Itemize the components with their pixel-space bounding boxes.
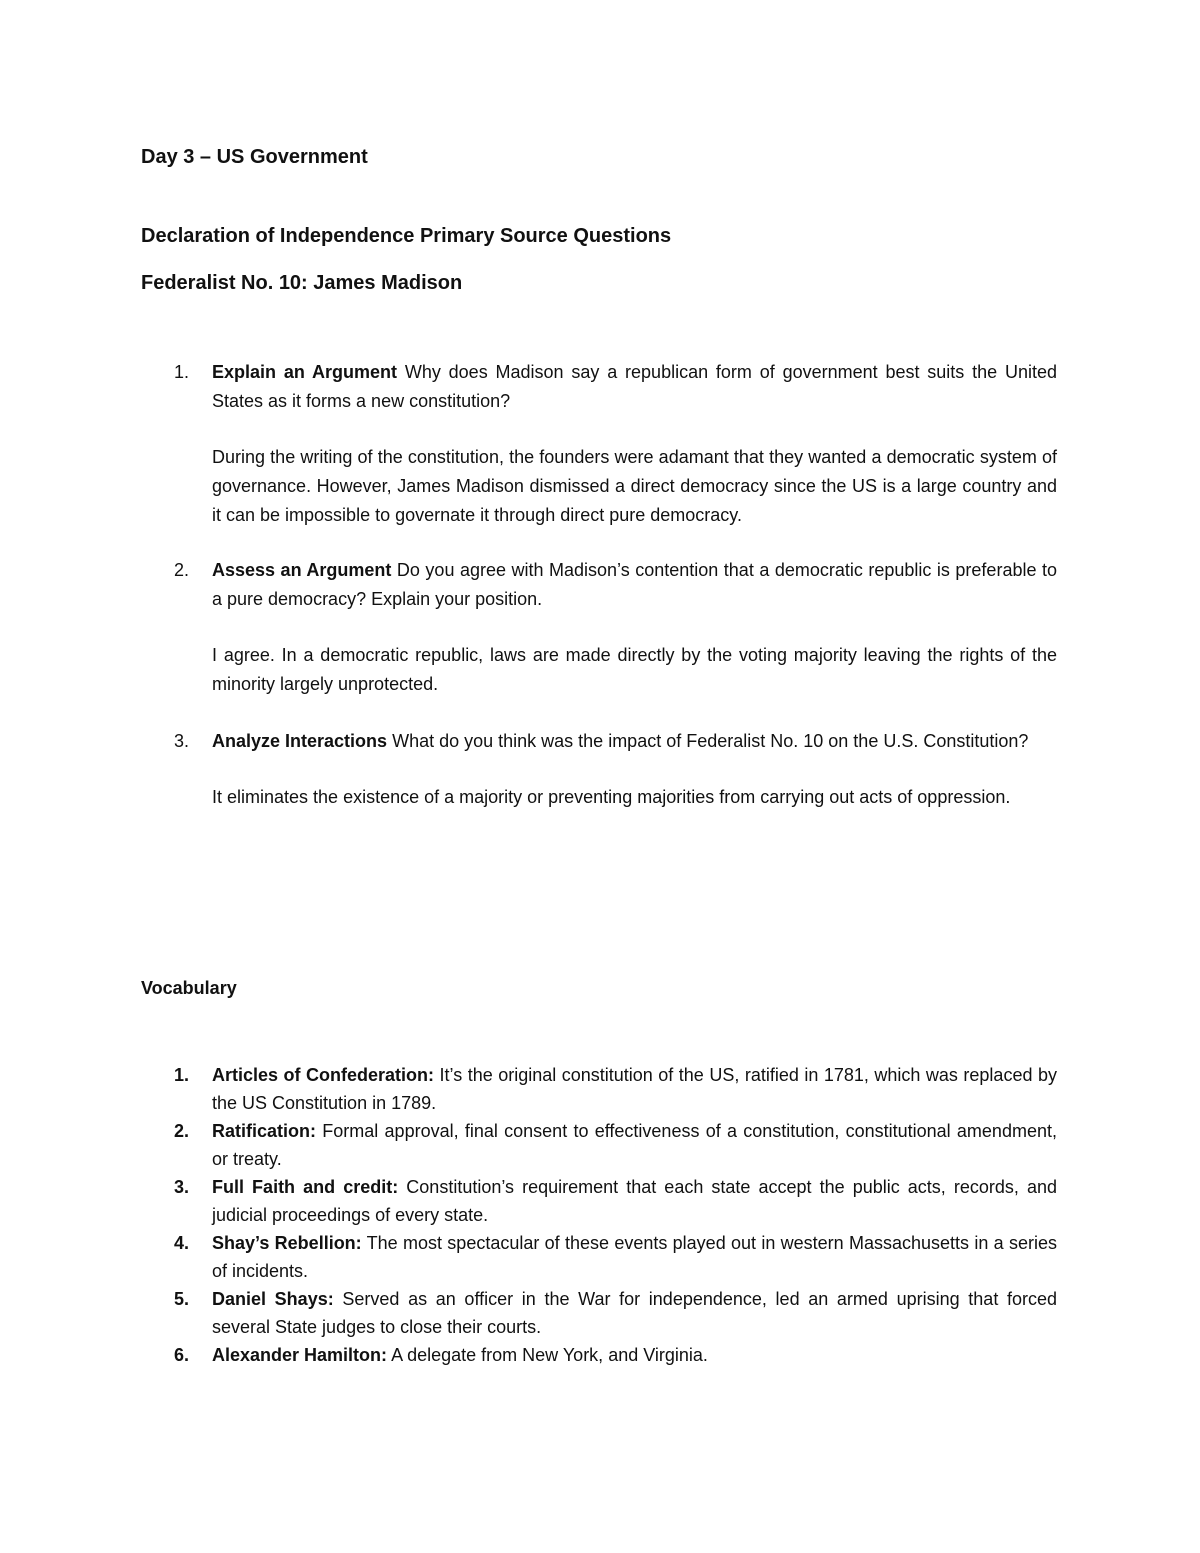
question-label: Assess an Argument — [212, 560, 392, 580]
vocabulary-definition: Constitution’s requirement that each state accept the public acts, records, and judicial proceedings of every state. — [212, 1177, 1057, 1225]
vocabulary-number: 1. — [174, 1065, 190, 1085]
question-body: Why does Madison say a republican form of government best suits the United States as it forms a new constitution? — [212, 362, 1058, 411]
vocabulary-title: Vocabulary — [141, 978, 237, 998]
question-number: 3. — [174, 731, 190, 751]
vocabulary-definition: Served as an officer in the War for independence, led an armed uprising that forced several State judges to close their courts. — [212, 1289, 1058, 1337]
vocabulary-list — [141, 1061, 1057, 1369]
answer-text: It eliminates the existence of a majority or preventing majorities from carrying out acts of oppression. — [212, 787, 1011, 807]
answer-text: I agree. In a democratic republic, laws are made directly by the voting majority leaving the rights of the minority largely unprotected. — [212, 645, 1057, 694]
vocabulary-number: 5. — [174, 1289, 190, 1309]
vocabulary-item — [141, 1117, 1057, 1173]
vocabulary-item — [141, 1061, 1057, 1117]
vocabulary-term: Shay’s Rebellion: — [212, 1233, 362, 1253]
question-body: Do you agree with Madison’s contention that a democratic republic is preferable to a pure democracy? Explain your position. — [212, 560, 1057, 609]
vocabulary-item — [141, 1341, 1057, 1369]
vocabulary-number: 6. — [174, 1345, 190, 1365]
vocabulary-number: 4. — [174, 1233, 190, 1253]
vocabulary-term: Alexander Hamilton: — [212, 1345, 388, 1365]
question-item — [141, 556, 1057, 699]
vocabulary-definition: The most spectacular of these events played out in western Massachusetts in a series of incidents. — [212, 1233, 1057, 1281]
vocabulary-term: Ratification: — [212, 1121, 317, 1141]
question-text — [212, 727, 1057, 756]
vocabulary-definition: It’s the original constitution of the US, ratified in 1781, which was replaced by the US Constitution in 1789. — [212, 1065, 1057, 1113]
vocabulary-item — [141, 1173, 1057, 1229]
section-title: Declaration of Independence Primary Source Questions — [141, 225, 672, 247]
subtitle: Federalist No. 10: James Madison — [141, 272, 463, 294]
answer-text: During the writing of the constitution, the founders were adamant that they wanted a democratic system of governance. However, James Madison dismissed a direct democracy since the US is a large country and it can be impossible to governate it through direct pure democracy. — [212, 447, 1057, 525]
question-item — [141, 358, 1057, 530]
question-text — [212, 358, 1057, 416]
question-item — [141, 727, 1057, 812]
question-body: What do you think was the impact of Federalist No. 10 on the U.S. Constitution? — [392, 731, 1029, 751]
vocabulary-term: Daniel Shays: — [212, 1289, 334, 1309]
day-title: Day 3 – US Government — [141, 146, 368, 168]
vocabulary-number: 3. — [174, 1177, 190, 1197]
question-label: Analyze Interactions — [212, 731, 388, 751]
vocabulary-definition: Formal approval, final consent to effectiveness of a constitution, constitutional amendment, or treaty. — [212, 1121, 1057, 1169]
question-label: Explain an Argument — [212, 362, 398, 382]
vocabulary-term: Articles of Confederation: — [212, 1065, 435, 1085]
vocabulary-item — [141, 1229, 1057, 1285]
vocabulary-definition: A delegate from New York, and Virginia. — [391, 1345, 708, 1365]
vocabulary-item — [141, 1285, 1057, 1341]
vocabulary-number: 2. — [174, 1121, 190, 1141]
question-text — [212, 556, 1057, 614]
vocabulary-term: Full Faith and credit: — [212, 1177, 399, 1197]
question-number: 2. — [174, 560, 190, 580]
question-number: 1. — [174, 362, 190, 382]
